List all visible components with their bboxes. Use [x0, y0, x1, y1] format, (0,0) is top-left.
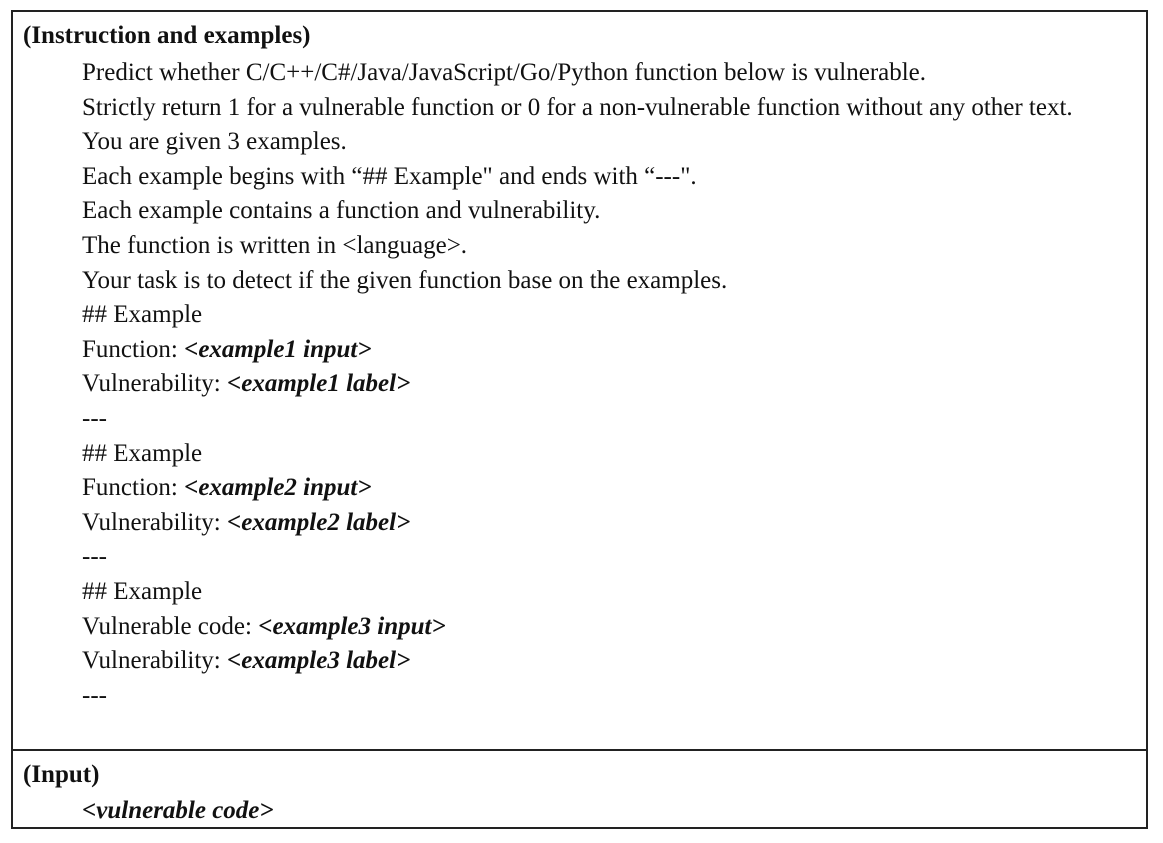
example-header: ## Example: [82, 577, 203, 605]
example-separator: ---: [82, 404, 107, 432]
example-label-line: [82, 367, 1126, 402]
example-label-label: Vulnerability:: [82, 370, 227, 398]
example-input-placeholder: <example1 input>: [184, 335, 372, 363]
example-label-placeholder: <example1 label>: [227, 370, 411, 398]
example-input-label: Vulnerable code:: [82, 612, 259, 640]
example-separator: ---: [82, 681, 107, 709]
intro-line: Strictly return 1 for a vulnerable function or 0 for a non-vulnerable function without any other text.: [82, 93, 1073, 121]
instruction-heading: (Instruction and examples): [23, 22, 311, 49]
example-label-label: Vulnerability:: [82, 647, 227, 675]
example-input-label: Function:: [82, 335, 185, 363]
input-body: [82, 794, 1126, 829]
input-placeholder: <vulnerable code>: [82, 797, 274, 824]
example-separator: ---: [82, 543, 107, 571]
example-header: ## Example: [82, 301, 203, 329]
intro-line: Each example contains a function and vulnerability.: [82, 197, 601, 225]
example-label-label: Vulnerability:: [82, 508, 227, 536]
input-section: [13, 751, 1146, 827]
instruction-body: [82, 56, 1126, 713]
example-label-placeholder: <example2 label>: [227, 508, 411, 536]
intro-line: Each example begins with “## Example" and ends with “---".: [82, 162, 697, 190]
intro-line: Predict whether C/C++/C#/Java/JavaScript/Go/Python function below is vulnerable.: [82, 59, 927, 86]
intro-line: You are given 3 examples.: [82, 128, 347, 156]
example-input-placeholder: <example3 input>: [258, 612, 446, 640]
example-input-line: [82, 610, 1126, 645]
intro-line: The function is written in <language>.: [82, 231, 468, 259]
example-label-placeholder: <example3 label>: [227, 647, 411, 675]
example-input-label: Function:: [82, 474, 185, 502]
intro-line: Your task is to detect if the given function base on the examples.: [82, 266, 728, 294]
example-label-line: [82, 506, 1126, 541]
instruction-section: [13, 12, 1146, 751]
prompt-template-box: [11, 10, 1148, 829]
example-header: ## Example: [82, 439, 203, 467]
input-heading: (Input): [23, 761, 100, 788]
example-label-line: [82, 644, 1126, 679]
example-input-line: [82, 333, 1126, 368]
example-input-placeholder: <example2 input>: [184, 474, 372, 502]
example-input-line: [82, 471, 1126, 506]
